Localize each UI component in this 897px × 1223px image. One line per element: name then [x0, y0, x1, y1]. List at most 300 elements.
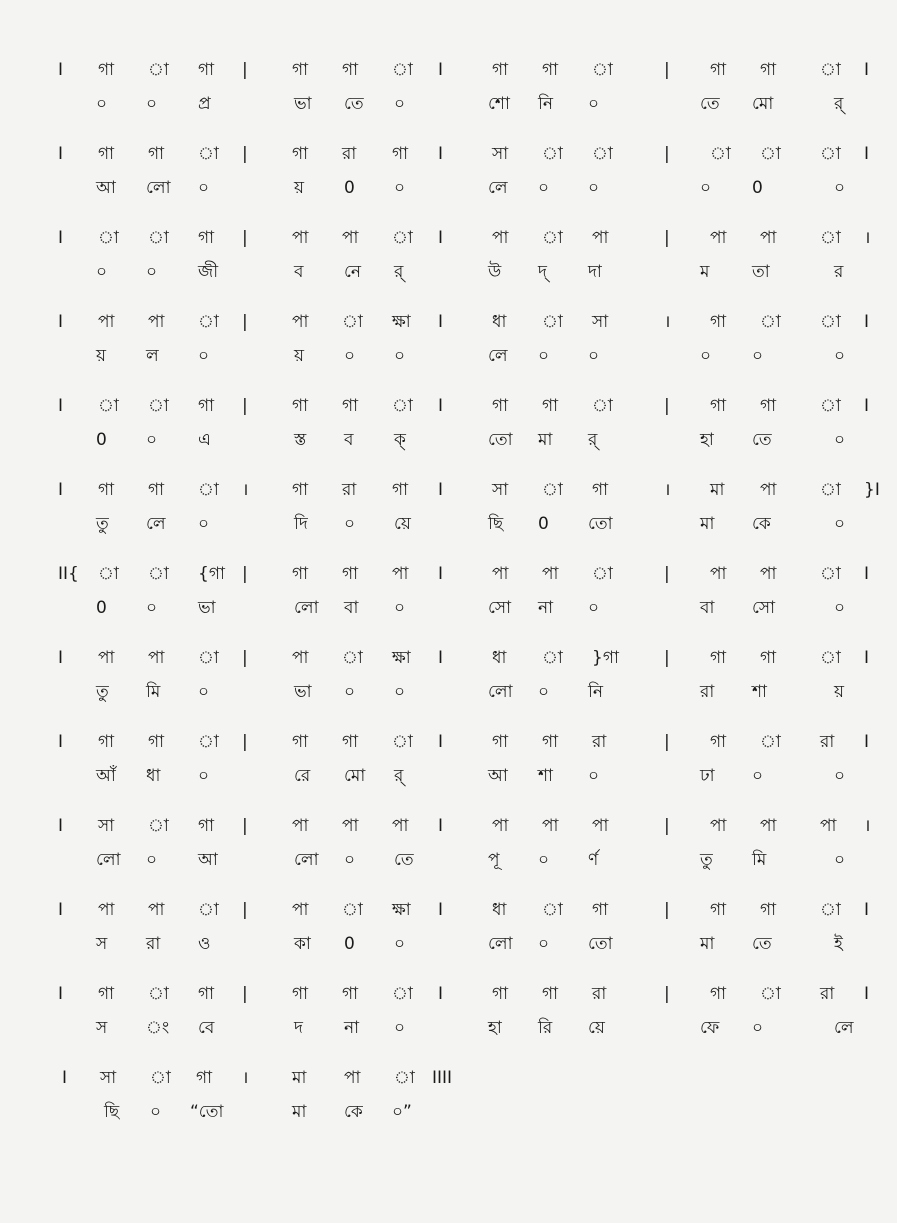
notation-symbol: ।	[664, 312, 671, 332]
notation-symbol: পা	[492, 228, 509, 248]
lyric-syllable: মো	[752, 94, 774, 114]
notation-symbol: ।	[242, 480, 249, 500]
lyric-syllable: 0	[752, 178, 763, 198]
lyric-syllable: ০	[538, 346, 550, 366]
notation-symbol: া	[198, 732, 219, 752]
notation-symbol: া	[198, 900, 219, 920]
notation-symbol: I	[438, 396, 444, 416]
notation-symbol: I	[864, 732, 870, 752]
notation-symbol: গা	[542, 984, 559, 1004]
lyric-syllable: ০	[538, 682, 550, 702]
lyric-syllable: ভা	[294, 682, 312, 702]
lyric-syllable: মো	[344, 766, 366, 786]
notation-symbol: |	[664, 60, 670, 80]
notation-symbol: পা	[292, 228, 309, 248]
lyric-line	[0, 598, 897, 618]
lyric-syllable: ০	[198, 178, 210, 198]
lyric-syllable: প্র	[198, 94, 211, 114]
notation-symbol: পা	[292, 648, 309, 668]
notation-symbol: গা	[710, 60, 727, 80]
notation-symbol: |	[664, 396, 670, 416]
notation-line	[0, 228, 897, 248]
notation-symbol: |	[664, 984, 670, 1004]
notation-line	[0, 648, 897, 668]
lyric-syllable: ০	[834, 598, 846, 618]
lyric-syllable: তো	[488, 430, 513, 450]
notation-symbol: া	[542, 144, 563, 164]
notation-symbol: |	[664, 144, 670, 164]
lyric-syllable: ০	[834, 514, 846, 534]
notation-symbol: সা	[492, 480, 509, 500]
notation-symbol: গা	[492, 60, 509, 80]
notation-symbol: া	[392, 984, 413, 1004]
notation-symbol: া	[592, 60, 613, 80]
notation-symbol: রা	[592, 732, 607, 752]
lyric-syllable: ০	[588, 766, 600, 786]
notation-symbol: া	[342, 648, 363, 668]
notation-symbol: গা	[542, 396, 559, 416]
notation-symbol: |	[242, 396, 248, 416]
notation-symbol: |	[664, 648, 670, 668]
notation-symbol: গা	[760, 900, 777, 920]
lyric-syllable: ল	[146, 346, 159, 366]
notation-symbol: |	[242, 564, 248, 584]
lyric-syllable: য়ে	[588, 1018, 605, 1038]
lyric-syllable: ক্	[394, 430, 406, 450]
lyric-syllable: নি	[538, 94, 554, 114]
lyric-syllable: র	[834, 262, 844, 282]
notation-symbol: পা	[710, 228, 727, 248]
lyric-syllable: রা	[700, 682, 715, 702]
notation-symbol: া	[198, 480, 219, 500]
notation-symbol: গা	[292, 396, 309, 416]
lyric-syllable: স	[96, 1018, 108, 1038]
lyric-syllable: ০	[394, 178, 406, 198]
lyric-syllable: তু	[96, 682, 109, 702]
lyric-syllable: না	[344, 1018, 360, 1038]
lyric-syllable: ০	[146, 598, 158, 618]
notation-symbol: া	[820, 648, 841, 668]
notation-symbol: া	[760, 732, 781, 752]
lyric-syllable: লে	[488, 346, 508, 366]
notation-symbol: |	[242, 312, 248, 332]
notation-symbol: I	[58, 312, 64, 332]
lyric-syllable: দি	[294, 514, 308, 534]
lyric-syllable: ০	[198, 514, 210, 534]
notation-symbol: া	[198, 144, 219, 164]
lyric-syllable: মা	[292, 1102, 307, 1122]
notation-symbol: পা	[392, 564, 409, 584]
notation-symbol: পা	[760, 816, 777, 836]
notation-symbol: |	[242, 228, 248, 248]
lyric-syllable: ০	[700, 178, 712, 198]
notation-symbol: া	[392, 60, 413, 80]
notation-symbol: া	[820, 900, 841, 920]
notation-symbol: পা	[98, 900, 115, 920]
notation-symbol: গা	[710, 312, 727, 332]
lyric-syllable: না	[538, 598, 554, 618]
notation-symbol: পা	[392, 816, 409, 836]
lyric-syllable: ০	[752, 766, 764, 786]
lyric-syllable: ম	[700, 262, 710, 282]
notation-symbol: া	[394, 1068, 415, 1088]
notation-symbol: I	[58, 732, 64, 752]
notation-line	[0, 480, 897, 500]
notation-symbol: I	[438, 480, 444, 500]
lyric-syllable: সো	[752, 598, 776, 618]
notation-symbol: া	[148, 984, 169, 1004]
notation-line	[0, 60, 897, 80]
notation-symbol: া	[760, 144, 781, 164]
notation-symbol: গা	[542, 732, 559, 752]
notation-symbol: পা	[492, 816, 509, 836]
lyric-syllable: ছি	[104, 1102, 120, 1122]
lyric-syllable: মি	[752, 850, 767, 870]
notation-symbol: পা	[292, 816, 309, 836]
lyric-line	[0, 514, 897, 534]
lyric-syllable: কে	[752, 514, 771, 534]
lyric-syllable: ০	[198, 682, 210, 702]
notation-symbol: গা	[342, 984, 359, 1004]
notation-symbol: I	[438, 564, 444, 584]
lyric-syllable: লো	[488, 934, 513, 954]
notation-symbol: রা	[592, 984, 607, 1004]
notation-symbol: গা	[196, 1068, 213, 1088]
notation-symbol: II{	[58, 564, 79, 584]
notation-symbol: গা	[198, 228, 215, 248]
lyric-syllable: ০	[394, 94, 406, 114]
notation-symbol: গা	[760, 648, 777, 668]
notation-symbol: া	[542, 312, 563, 332]
lyric-syllable: লে	[834, 1018, 854, 1038]
lyric-syllable: মা	[700, 514, 715, 534]
notation-symbol: পা	[760, 228, 777, 248]
notation-symbol: গা	[98, 480, 115, 500]
notation-symbol: গা	[760, 396, 777, 416]
lyric-syllable: দা	[588, 262, 602, 282]
lyric-line	[0, 346, 897, 366]
notation-symbol: পা	[542, 816, 559, 836]
notation-symbol: া	[148, 564, 169, 584]
notation-symbol: গা	[760, 60, 777, 80]
notation-symbol: I	[438, 60, 444, 80]
lyric-syllable: র্	[834, 94, 844, 114]
notation-symbol: রা	[820, 732, 835, 752]
lyric-syllable: ০	[588, 598, 600, 618]
notation-symbol: া	[98, 228, 119, 248]
notation-symbol: I	[58, 228, 64, 248]
notation-symbol: া	[820, 60, 841, 80]
lyric-syllable: ভা	[198, 598, 216, 618]
lyric-syllable: র্	[394, 262, 404, 282]
lyric-syllable: রে	[294, 766, 311, 786]
lyric-syllable: লো	[96, 850, 121, 870]
notation-symbol: গা	[592, 900, 609, 920]
notation-symbol: ।	[242, 1068, 249, 1088]
lyric-syllable: লো	[294, 598, 319, 618]
notation-symbol: ধা	[492, 648, 507, 668]
notation-symbol: গা	[492, 396, 509, 416]
lyric-syllable: ফে	[700, 1018, 720, 1038]
notation-symbol: I	[864, 144, 870, 164]
lyric-syllable: আ	[198, 850, 218, 870]
notation-symbol: া	[710, 144, 731, 164]
notation-line	[0, 396, 897, 416]
lyric-syllable: ০	[752, 1018, 764, 1038]
notation-symbol: IIII	[432, 1068, 453, 1088]
notation-symbol: I	[62, 1068, 68, 1088]
lyric-syllable: ০	[198, 346, 210, 366]
lyric-syllable: লো	[488, 682, 513, 702]
notation-symbol: পা	[542, 564, 559, 584]
notation-symbol: {গা	[198, 564, 225, 584]
lyric-syllable: ০	[538, 934, 550, 954]
notation-symbol: গা	[710, 732, 727, 752]
lyric-syllable: লে	[488, 178, 508, 198]
lyric-line	[0, 1018, 897, 1038]
notation-line	[0, 816, 897, 836]
lyric-line	[0, 766, 897, 786]
lyric-syllable: য়	[96, 346, 107, 366]
notation-symbol: গা	[292, 60, 309, 80]
notation-symbol: া	[342, 312, 363, 332]
lyric-syllable: তে	[752, 934, 772, 954]
lyric-syllable: তু	[700, 850, 713, 870]
notation-symbol: I	[438, 816, 444, 836]
notation-symbol: পা	[710, 564, 727, 584]
notation-line	[0, 312, 897, 332]
notation-symbol: I	[438, 900, 444, 920]
notation-symbol: া	[98, 396, 119, 416]
notation-symbol: া	[148, 60, 169, 80]
notation-symbol: া	[820, 144, 841, 164]
notation-symbol: গা	[98, 144, 115, 164]
notation-symbol: |	[664, 228, 670, 248]
lyric-syllable: য়	[294, 346, 305, 366]
notation-symbol: া	[148, 816, 169, 836]
notation-symbol: ।	[864, 228, 871, 248]
notation-symbol: গা	[710, 984, 727, 1004]
lyric-syllable: ০	[96, 94, 108, 114]
lyric-syllable: ০	[588, 346, 600, 366]
notation-symbol: া	[392, 396, 413, 416]
notation-symbol: গা	[292, 564, 309, 584]
notation-symbol: |	[242, 984, 248, 1004]
notation-symbol: পা	[592, 816, 609, 836]
notation-symbol: I	[438, 312, 444, 332]
notation-symbol: I	[58, 648, 64, 668]
notation-symbol: পা	[342, 228, 359, 248]
notation-symbol: পা	[98, 648, 115, 668]
lyric-syllable: মা	[538, 430, 553, 450]
lyric-syllable: তে	[344, 94, 364, 114]
notation-symbol: পা	[148, 900, 165, 920]
notation-line-final	[0, 1068, 897, 1088]
lyric-syllable: মি	[146, 682, 161, 702]
notation-symbol: I	[864, 900, 870, 920]
notation-symbol: গা	[342, 732, 359, 752]
lyric-syllable: ০	[700, 346, 712, 366]
notation-symbol: ধা	[492, 312, 507, 332]
lyric-syllable: ০	[344, 514, 356, 534]
notation-symbol: |	[242, 732, 248, 752]
notation-symbol: I	[438, 732, 444, 752]
lyric-syllable: বা	[700, 598, 715, 618]
notation-symbol: পা	[148, 648, 165, 668]
notation-symbol: |	[242, 144, 248, 164]
notation-symbol: পা	[492, 564, 509, 584]
lyric-line	[0, 178, 897, 198]
notation-symbol: I	[864, 564, 870, 584]
notation-symbol: I	[58, 480, 64, 500]
notation-symbol: গা	[198, 60, 215, 80]
notation-symbol: া	[148, 228, 169, 248]
notation-symbol: গা	[148, 732, 165, 752]
notation-symbol: |	[664, 816, 670, 836]
lyric-syllable: ০	[198, 766, 210, 786]
lyric-syllable: ০	[834, 766, 846, 786]
notation-symbol: া	[98, 564, 119, 584]
notation-symbol: া	[198, 312, 219, 332]
lyric-syllable: হা	[488, 1018, 502, 1038]
notation-symbol: া	[760, 984, 781, 1004]
notation-symbol: গা	[710, 900, 727, 920]
lyric-syllable: ং	[146, 1018, 170, 1038]
lyric-syllable: সো	[488, 598, 512, 618]
lyric-syllable: স্ত	[294, 430, 307, 450]
lyric-syllable: তে	[752, 430, 772, 450]
lyric-syllable: ০	[394, 346, 406, 366]
notation-symbol: পা	[292, 312, 309, 332]
notation-symbol: |	[664, 732, 670, 752]
notation-symbol: ক্ষা	[392, 312, 411, 332]
lyric-syllable: তে	[394, 850, 414, 870]
lyric-syllable: ধা	[146, 766, 161, 786]
notation-symbol: া	[150, 1068, 171, 1088]
lyric-syllable: 0	[344, 178, 355, 198]
notation-symbol: রা	[820, 984, 835, 1004]
notation-symbol: I	[438, 144, 444, 164]
lyric-syllable: তে	[700, 94, 720, 114]
lyric-syllable: ০	[150, 1102, 162, 1122]
notation-symbol: া	[760, 312, 781, 332]
lyric-syllable: 0	[344, 934, 355, 954]
lyric-syllable: ০	[344, 682, 356, 702]
notation-symbol: া	[820, 228, 841, 248]
notation-symbol: |	[242, 816, 248, 836]
notation-symbol: }গা	[592, 648, 619, 668]
notation-symbol: সা	[492, 144, 509, 164]
lyric-line-final	[0, 1102, 897, 1122]
notation-symbol: া	[820, 480, 841, 500]
lyric-syllable: য়	[834, 682, 845, 702]
lyric-syllable: তা	[752, 262, 770, 282]
lyric-syllable: নে	[344, 262, 362, 282]
lyric-syllable: ০”	[392, 1102, 412, 1122]
lyric-syllable: 0	[96, 430, 107, 450]
lyric-syllable: ব	[344, 430, 354, 450]
lyric-syllable: পূ	[488, 850, 500, 870]
notation-symbol: গা	[392, 144, 409, 164]
notation-symbol: I	[864, 396, 870, 416]
lyric-syllable: দ্	[538, 262, 547, 282]
lyric-syllable: ঢা	[700, 766, 715, 786]
notation-symbol: গা	[98, 984, 115, 1004]
notation-symbol: I	[58, 396, 64, 416]
notation-symbol: া	[592, 144, 613, 164]
notation-symbol: গা	[492, 732, 509, 752]
lyric-syllable: “তো	[190, 1102, 224, 1122]
lyric-syllable: ০	[146, 430, 158, 450]
notation-symbol: মা	[710, 480, 725, 500]
notation-symbol: I	[864, 312, 870, 332]
notation-symbol: ক্ষা	[392, 648, 411, 668]
notation-symbol: া	[542, 648, 563, 668]
lyric-syllable: ০	[146, 94, 158, 114]
lyric-syllable: ০	[394, 682, 406, 702]
lyric-syllable: ০	[394, 1018, 406, 1038]
notation-symbol: পা	[760, 564, 777, 584]
notation-symbol: I	[58, 144, 64, 164]
lyric-syllable: মা	[700, 934, 715, 954]
lyric-syllable: তু	[96, 514, 109, 534]
notation-symbol: া	[592, 396, 613, 416]
notation-symbol: I	[864, 60, 870, 80]
notation-symbol: |	[242, 648, 248, 668]
notation-symbol: গা	[292, 732, 309, 752]
notation-symbol: I	[58, 984, 64, 1004]
lyric-syllable: তো	[588, 934, 613, 954]
notation-symbol: গা	[98, 60, 115, 80]
lyric-syllable: জী	[198, 262, 219, 282]
notation-symbol: I	[58, 60, 64, 80]
lyric-syllable: লো	[294, 850, 319, 870]
notation-symbol: া	[542, 228, 563, 248]
lyric-line	[0, 682, 897, 702]
notation-symbol: া	[542, 480, 563, 500]
notation-symbol: |	[664, 900, 670, 920]
lyric-syllable: লো	[146, 178, 171, 198]
lyric-syllable: র্ণ	[588, 850, 599, 870]
notation-line	[0, 900, 897, 920]
lyric-syllable: হা	[700, 430, 714, 450]
lyric-line	[0, 262, 897, 282]
lyric-syllable: স	[96, 934, 108, 954]
lyric-syllable: য়ে	[394, 514, 411, 534]
notation-symbol: া	[542, 900, 563, 920]
lyric-syllable: ০	[588, 94, 600, 114]
notation-symbol: পা	[292, 900, 309, 920]
notation-symbol: গা	[292, 144, 309, 164]
lyric-syllable: আ	[96, 178, 116, 198]
notation-symbol: গা	[148, 144, 165, 164]
notation-symbol: I	[438, 228, 444, 248]
notation-line	[0, 564, 897, 584]
notation-symbol: পা	[148, 312, 165, 332]
lyric-syllable: তো	[588, 514, 613, 534]
lyric-syllable: ছি	[488, 514, 504, 534]
lyric-syllable: ভা	[294, 94, 312, 114]
notation-symbol: সা	[98, 816, 115, 836]
notation-line	[0, 984, 897, 1004]
notation-symbol: গা	[98, 732, 115, 752]
notation-symbol: I	[864, 984, 870, 1004]
lyric-syllable: ০	[394, 598, 406, 618]
notation-symbol: গা	[198, 984, 215, 1004]
lyric-syllable: ০	[752, 346, 764, 366]
lyric-syllable: ০	[96, 262, 108, 282]
lyric-syllable: ০	[146, 262, 158, 282]
